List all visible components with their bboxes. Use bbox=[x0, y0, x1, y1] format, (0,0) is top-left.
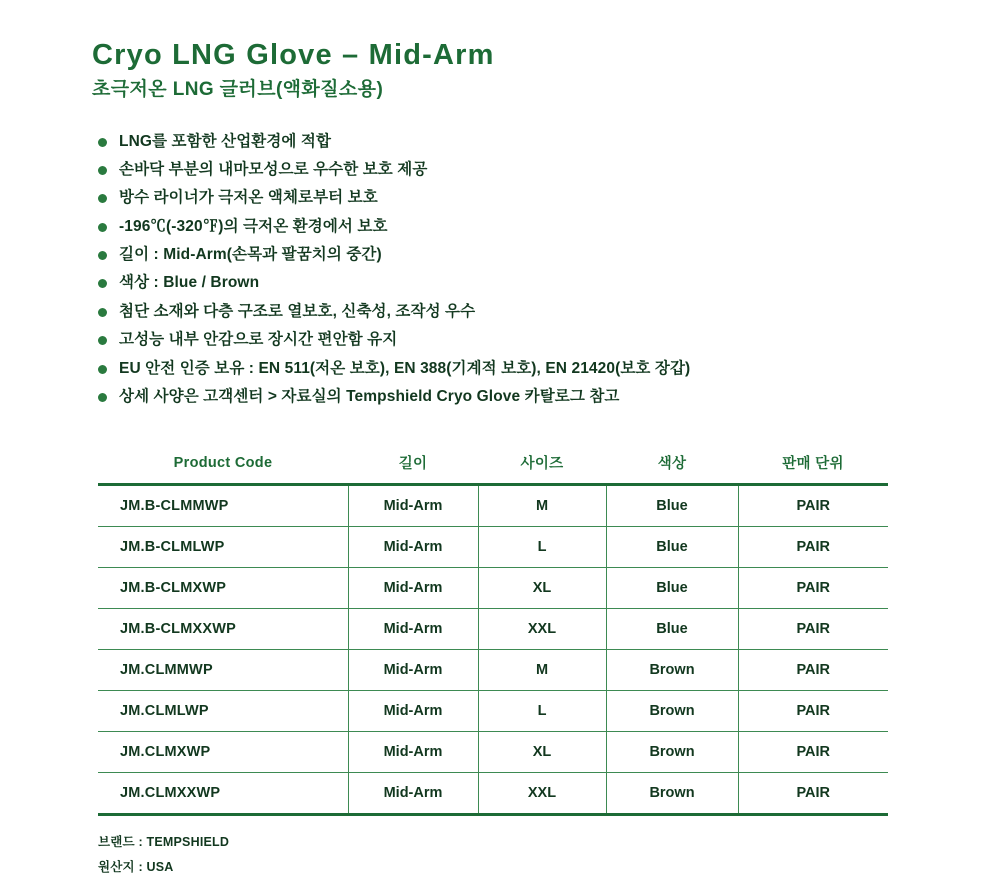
feature-text: LNG를 포함한 산업환경에 적합 bbox=[119, 132, 332, 150]
cell-size: XL bbox=[478, 732, 606, 773]
cell-length: Mid-Arm bbox=[348, 609, 478, 650]
list-item bbox=[92, 160, 932, 179]
cell-product-code: JM.B-CLMMWP bbox=[98, 485, 348, 527]
list-item bbox=[92, 188, 932, 207]
cell-length: Mid-Arm bbox=[348, 650, 478, 691]
cell-color: Blue bbox=[606, 485, 738, 527]
cell-product-code: JM.CLMXXWP bbox=[98, 773, 348, 815]
cell-length: Mid-Arm bbox=[348, 773, 478, 815]
cell-unit: PAIR bbox=[738, 527, 888, 568]
cell-length: Mid-Arm bbox=[348, 691, 478, 732]
bullet-icon bbox=[98, 194, 107, 203]
cell-unit: PAIR bbox=[738, 609, 888, 650]
cell-size: L bbox=[478, 527, 606, 568]
cell-size: XL bbox=[478, 568, 606, 609]
cell-size: M bbox=[478, 650, 606, 691]
list-item bbox=[92, 330, 932, 349]
cell-color: Blue bbox=[606, 609, 738, 650]
bullet-icon bbox=[98, 223, 107, 232]
cell-product-code: JM.CLMLWP bbox=[98, 691, 348, 732]
cell-color: Blue bbox=[606, 568, 738, 609]
cell-size: XXL bbox=[478, 609, 606, 650]
feature-text: 상세 사양은 고객센터 > 자료실의 Tempshield Cryo Glove 카탈로그 참고 bbox=[119, 387, 620, 405]
table-row bbox=[98, 527, 888, 568]
feature-text: 길이 : Mid-Arm(손목과 팔꿈치의 중간) bbox=[119, 246, 382, 264]
bullet-icon bbox=[98, 166, 107, 175]
table-row bbox=[98, 732, 888, 773]
product-spec-table bbox=[98, 444, 888, 816]
cell-product-code: JM.CLMXWP bbox=[98, 732, 348, 773]
footnote-origin: 원산지 : USA bbox=[98, 860, 174, 875]
table-row bbox=[98, 650, 888, 691]
cell-unit: PAIR bbox=[738, 568, 888, 609]
cell-color: Brown bbox=[606, 650, 738, 691]
page-subtitle: 초극저온 LNG 글러브(액화질소용) bbox=[92, 78, 384, 100]
table-row bbox=[98, 485, 888, 527]
cell-product-code: JM.B-CLMXXWP bbox=[98, 609, 348, 650]
cell-unit: PAIR bbox=[738, 773, 888, 815]
cell-size: XXL bbox=[478, 773, 606, 815]
table-row bbox=[98, 609, 888, 650]
bullet-icon bbox=[98, 365, 107, 374]
feature-list bbox=[92, 132, 932, 407]
bullet-icon bbox=[98, 138, 107, 147]
column-header-unit: 판매 단위 bbox=[782, 456, 844, 473]
bullet-icon bbox=[98, 393, 107, 402]
cell-color: Blue bbox=[606, 527, 738, 568]
cell-unit: PAIR bbox=[738, 650, 888, 691]
bullet-icon bbox=[98, 251, 107, 260]
cell-color: Brown bbox=[606, 773, 738, 815]
table-row bbox=[98, 691, 888, 732]
column-header-product-code: Product Code bbox=[173, 454, 273, 471]
list-item bbox=[92, 359, 932, 378]
column-header-size: 사이즈 bbox=[520, 456, 564, 473]
table-row bbox=[98, 773, 888, 815]
feature-text: 손바닥 부분의 내마모성으로 우수한 보호 제공 bbox=[119, 160, 428, 178]
cell-product-code: JM.CLMMWP bbox=[98, 650, 348, 691]
bullet-icon bbox=[98, 336, 107, 345]
list-item bbox=[92, 217, 932, 236]
footnote-brand: 브랜드 : TEMPSHIELD bbox=[98, 835, 230, 850]
cell-length: Mid-Arm bbox=[348, 732, 478, 773]
list-item bbox=[92, 245, 932, 264]
feature-text: -196℃(-320℉)의 극저온 환경에서 보호 bbox=[119, 217, 388, 235]
page-title: Cryo LNG Glove – Mid-Arm bbox=[92, 39, 495, 71]
cell-length: Mid-Arm bbox=[348, 485, 478, 527]
feature-text: 방수 라이너가 극저온 액체로부터 보호 bbox=[119, 189, 378, 207]
feature-text: 색상 : Blue / Brown bbox=[119, 274, 260, 292]
feature-text: 고성능 내부 안감으로 장시간 편안함 유지 bbox=[119, 331, 398, 349]
bullet-icon bbox=[98, 279, 107, 288]
table-body bbox=[98, 485, 888, 815]
table-header-row bbox=[98, 444, 888, 485]
cell-unit: PAIR bbox=[738, 485, 888, 527]
cell-size: L bbox=[478, 691, 606, 732]
cell-product-code: JM.B-CLMLWP bbox=[98, 527, 348, 568]
list-item bbox=[92, 273, 932, 292]
cell-size: M bbox=[478, 485, 606, 527]
table-header bbox=[98, 444, 888, 485]
feature-text: EU 안전 인증 보유 : EN 511(저온 보호), EN 388(기계적 보호), EN 21420(보호 장갑) bbox=[119, 359, 691, 377]
cell-color: Brown bbox=[606, 691, 738, 732]
cell-length: Mid-Arm bbox=[348, 568, 478, 609]
cell-unit: PAIR bbox=[738, 732, 888, 773]
column-header-length: 길이 bbox=[398, 456, 428, 473]
cell-product-code: JM.B-CLMXWP bbox=[98, 568, 348, 609]
list-item bbox=[92, 302, 932, 321]
list-item bbox=[92, 387, 932, 406]
bullet-icon bbox=[98, 308, 107, 317]
table-row bbox=[98, 568, 888, 609]
cell-unit: PAIR bbox=[738, 691, 888, 732]
cell-color: Brown bbox=[606, 732, 738, 773]
feature-text: 첨단 소재와 다층 구조로 열보호, 신축성, 조작성 우수 bbox=[119, 302, 476, 320]
footnote-block bbox=[98, 832, 932, 875]
cell-length: Mid-Arm bbox=[348, 527, 478, 568]
list-item bbox=[92, 132, 932, 151]
column-header-color: 색상 bbox=[657, 456, 687, 473]
